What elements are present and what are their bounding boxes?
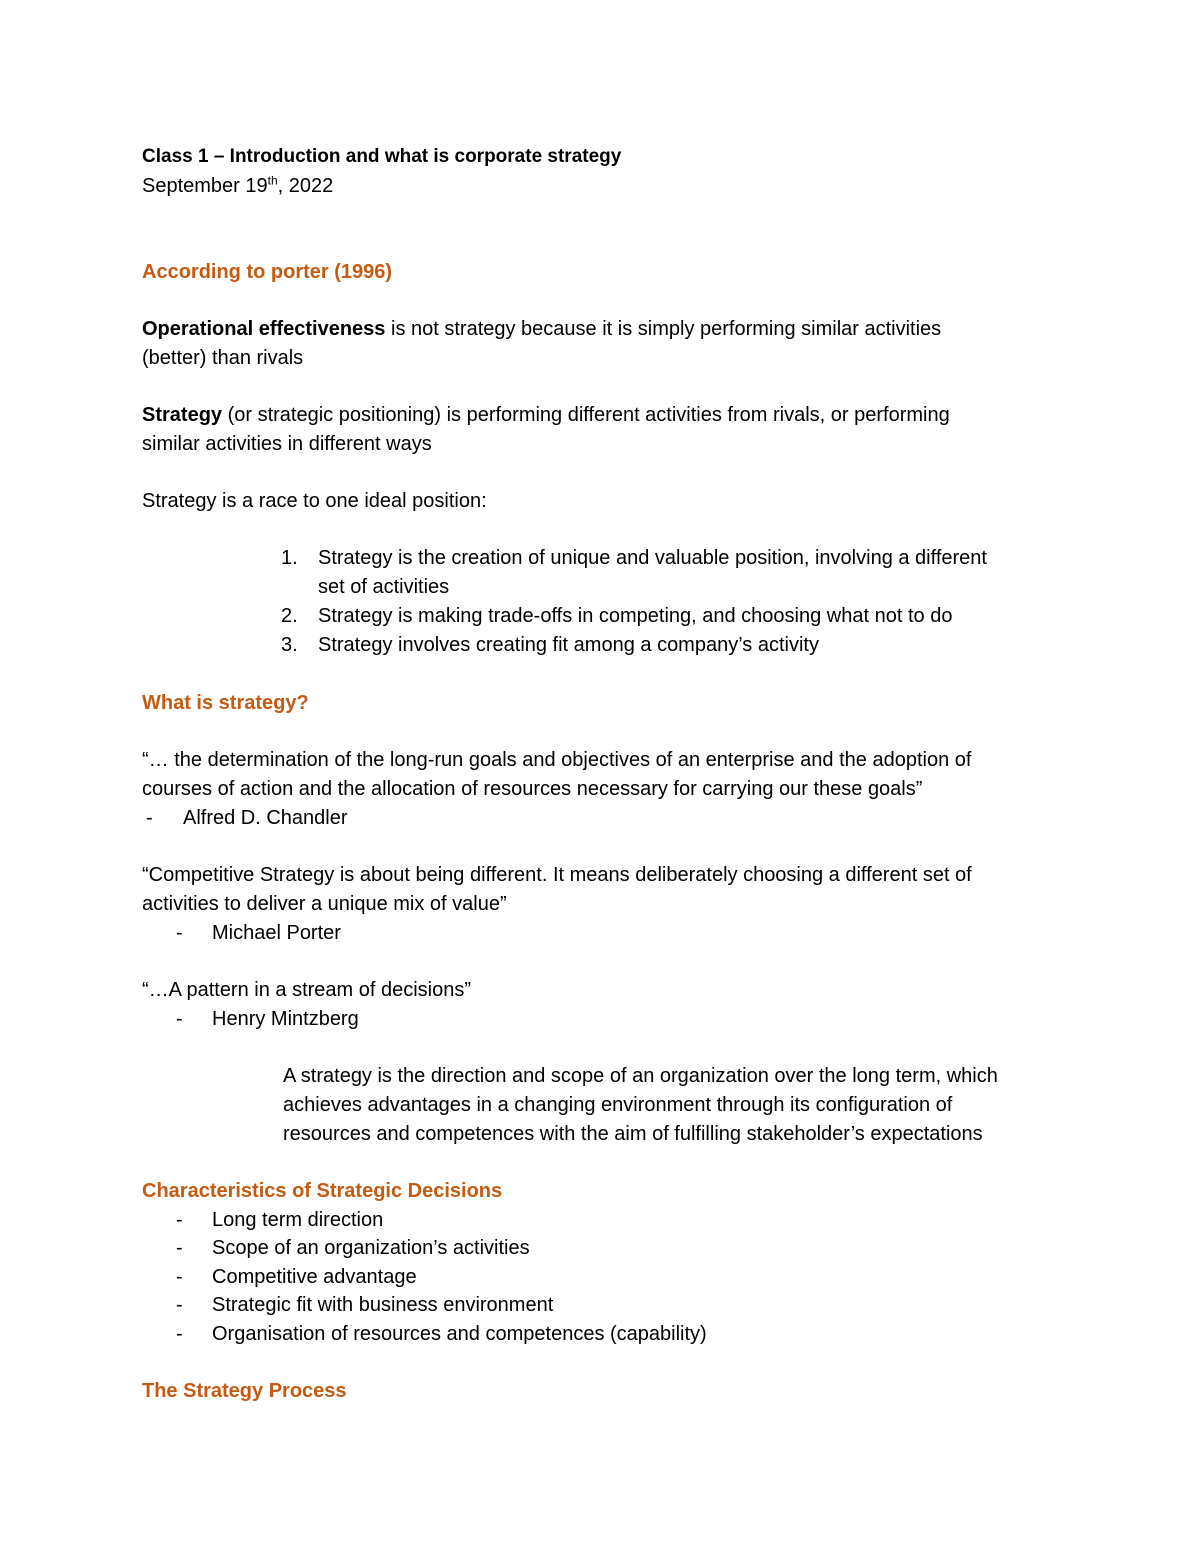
strategy-term: Strategy <box>142 404 223 426</box>
dash-bullet: - <box>176 1209 183 1231</box>
date-sup: th <box>267 173 278 188</box>
list-number: 2. <box>281 605 298 627</box>
date-suffix: , 2022 <box>277 175 334 197</box>
dash-bullet: - <box>176 1237 183 1259</box>
quote2-author: Michael Porter <box>212 922 341 944</box>
dash-bullet: - <box>176 1266 183 1288</box>
quote3-line1: “…A pattern in a stream of decisions” <box>142 979 472 1001</box>
process-heading: The Strategy Process <box>142 1380 347 1402</box>
list-item: Strategy is the creation of unique and valuable position, involving a different <box>318 547 987 569</box>
characteristics-heading: Characteristics of Strategic Decisions <box>142 1180 503 1202</box>
strategy-def-line1 <box>142 401 950 429</box>
strategy-def-line2: similar activities in different ways <box>142 433 432 455</box>
quote1-line1: “… the determination of the long-run goals and objectives of an enterprise and the adoption of <box>142 749 972 771</box>
list-item: Long term direction <box>212 1209 384 1231</box>
porter-heading: According to porter (1996) <box>142 261 393 283</box>
op-eff-rest: is not strategy because it is simply performing similar activities <box>385 318 942 340</box>
definition-line: resources and competences with the aim of fulfilling stakeholder’s expectations <box>283 1123 983 1145</box>
dash-bullet: - <box>176 1294 183 1316</box>
definition-line: achieves advantages in a changing environment through its configuration of <box>283 1094 953 1116</box>
list-item: Organisation of resources and competences (capability) <box>212 1323 707 1345</box>
quote2-line2: activities to deliver a unique mix of value” <box>142 893 507 915</box>
list-item: Strategic fit with business environment <box>212 1294 554 1316</box>
race-intro: Strategy is a race to one ideal position: <box>142 490 487 512</box>
op-eff-term: Operational effectiveness <box>142 318 386 340</box>
op-eff-line2: (better) than rivals <box>142 347 304 369</box>
list-item: Strategy involves creating fit among a company’s activity <box>318 634 819 656</box>
strategy-rest: (or strategic positioning) is performing different activities from rivals, or performing <box>222 404 950 426</box>
dash-bullet: - <box>176 1323 183 1345</box>
list-item: Strategy is making trade-offs in competing, and choosing what not to do <box>318 605 953 627</box>
date-prefix: September 19 <box>142 175 268 197</box>
list-item: Scope of an organization’s activities <box>212 1237 530 1259</box>
definition-line: A strategy is the direction and scope of an organization over the long term, which <box>283 1065 998 1087</box>
quote1-line2: courses of action and the allocation of resources necessary for carrying our these goals” <box>142 778 923 800</box>
what-heading: What is strategy? <box>142 692 309 714</box>
list-number: 3. <box>281 634 298 656</box>
page-title: Class 1 – Introduction and what is corporate strategy <box>142 146 622 167</box>
dash-bullet: - <box>176 1008 183 1030</box>
list-number: 1. <box>281 547 298 569</box>
quote1-author: Alfred D. Chandler <box>183 807 348 829</box>
list-item: Competitive advantage <box>212 1266 417 1288</box>
list-item-continuation: set of activities <box>318 576 450 598</box>
dash-bullet: - <box>146 807 153 829</box>
quote3-author: Henry Mintzberg <box>212 1008 359 1030</box>
date-line <box>142 172 333 200</box>
op-eff-line1 <box>142 315 941 343</box>
quote2-line1: “Competitive Strategy is about being different. It means deliberately choosing a different set of <box>142 864 972 886</box>
dash-bullet: - <box>176 922 183 944</box>
